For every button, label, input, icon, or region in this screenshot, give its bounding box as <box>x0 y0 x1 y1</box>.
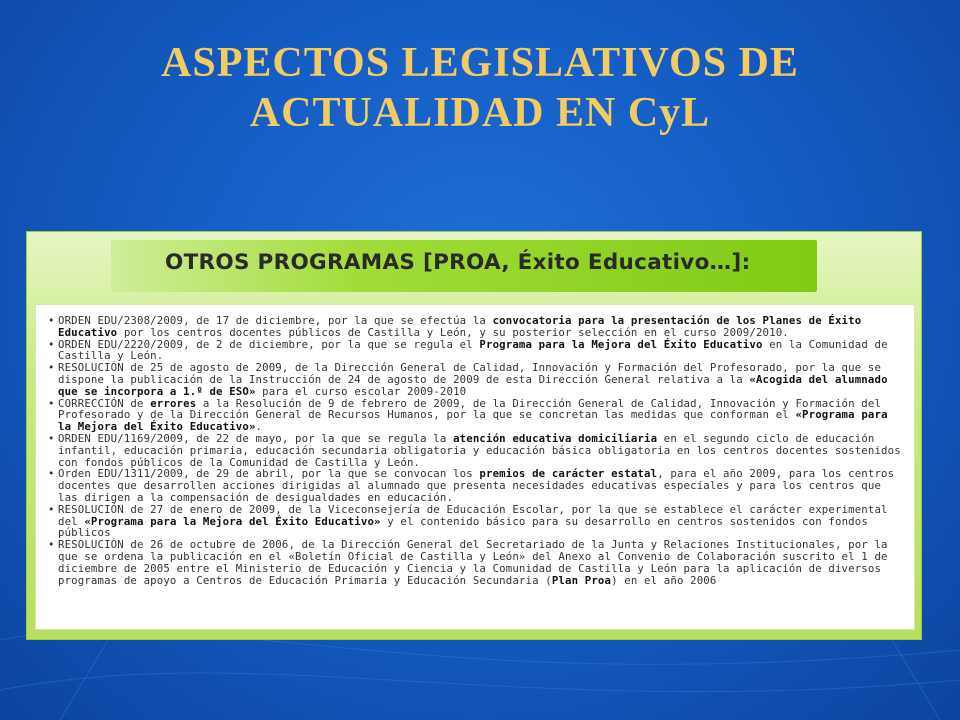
banner-title: OTROS PROGRAMAS [PROA, Éxito Educativo…]: <box>165 250 751 275</box>
list-item: • RESOLUCIÓN de 27 de enero de 2009, de la Viceconsejería de Educación Escolar, por la que se establece el carácter experimental del «Programa para la Mejora del Éxito Educativo» y el contenido básico para su desarrollo en centros sostenidos con fondos públicos <box>50 504 906 539</box>
programs-panel <box>26 231 922 640</box>
legislation-list <box>36 305 914 586</box>
list-item: • RESOLUCIÓN de 25 de agosto de 2009, de la Dirección General de Calidad, Innovación y Formación del Profesorado, por la que se dispone la publicación de la Instrucción de 24 de agosto de 2009 de esta Dirección General relativa a la «Acogida del alumnado que se incorpora a 1.º de ESO» para el curso escolar 2009-2010 <box>50 362 906 397</box>
slide-title-line-1: ASPECTOS LEGISLATIVOS DE <box>161 40 799 86</box>
list-item: • RESOLUCIÓN de 26 de octubre de 2006, de la Dirección General del Secretariado de la Junta y Relaciones Institucionales, por la que se ordena la publicación en el «Boletín Oficial de Castilla y León» del Anexo al Convenio de Colaboración suscrito el 1 de diciembre de 2005 entre el Ministerio de Educación y Ciencia y la Comunidad de Castilla y León para la aplicación de diversos programas de apoyo a Centros de Educación Primaria y Educación Secundaria (Plan Proa) en el año 2006 <box>50 539 906 586</box>
programs-banner <box>111 240 817 292</box>
list-item: • ORDEN EDU/1169/2009, de 22 de mayo, por la que se regula la atención educativa domiciliaria en el segundo ciclo de educación infantil, educación primaria, educación secundaria obligatoria y educación básica obligatoria en los centros docentes sostenidos con fondos públicos de la Comunidad de Castilla y León. <box>50 433 906 468</box>
list-item: • ORDEN EDU/2220/2009, de 2 de diciembre, por la que se regula el Programa para la Mejora del Éxito Educativo en la Comunidad de Castilla y León. <box>50 339 906 363</box>
list-item: • ORDEN EDU/2308/2009, de 17 de diciembre, por la que se efectúa la convocatoria para la presentación de los Planes de Éxito Educativo por los centros docentes públicos de Castilla y León, y su posterior selección en el curso 2009/2010. <box>50 315 906 339</box>
list-item: • CORRECCIÓN de errores a la Resolución de 9 de febrero de 2009, de la Dirección General de Calidad, Innovación y Formación del Profesorado y de la Dirección General de Recursos Humanos, por la que se concretan las medidas que conforman el «Programa para la Mejora del Éxito Educativo». <box>50 398 906 433</box>
list-item: • Orden EDU/1311/2009, de 29 de abril, por la que se convocan los premios de carácter estatal, para el año 2009, para los centros docentes que desarrollen acciones dirigidas al alumnado que presenta necesidades educativas especiales y para los centros que las dirigen a la compensación de desigualdades en educación. <box>50 468 906 503</box>
legislation-list-box <box>35 304 915 630</box>
slide-title <box>0 38 960 138</box>
slide-title-line-2: ACTUALIDAD EN CyL <box>249 90 711 136</box>
